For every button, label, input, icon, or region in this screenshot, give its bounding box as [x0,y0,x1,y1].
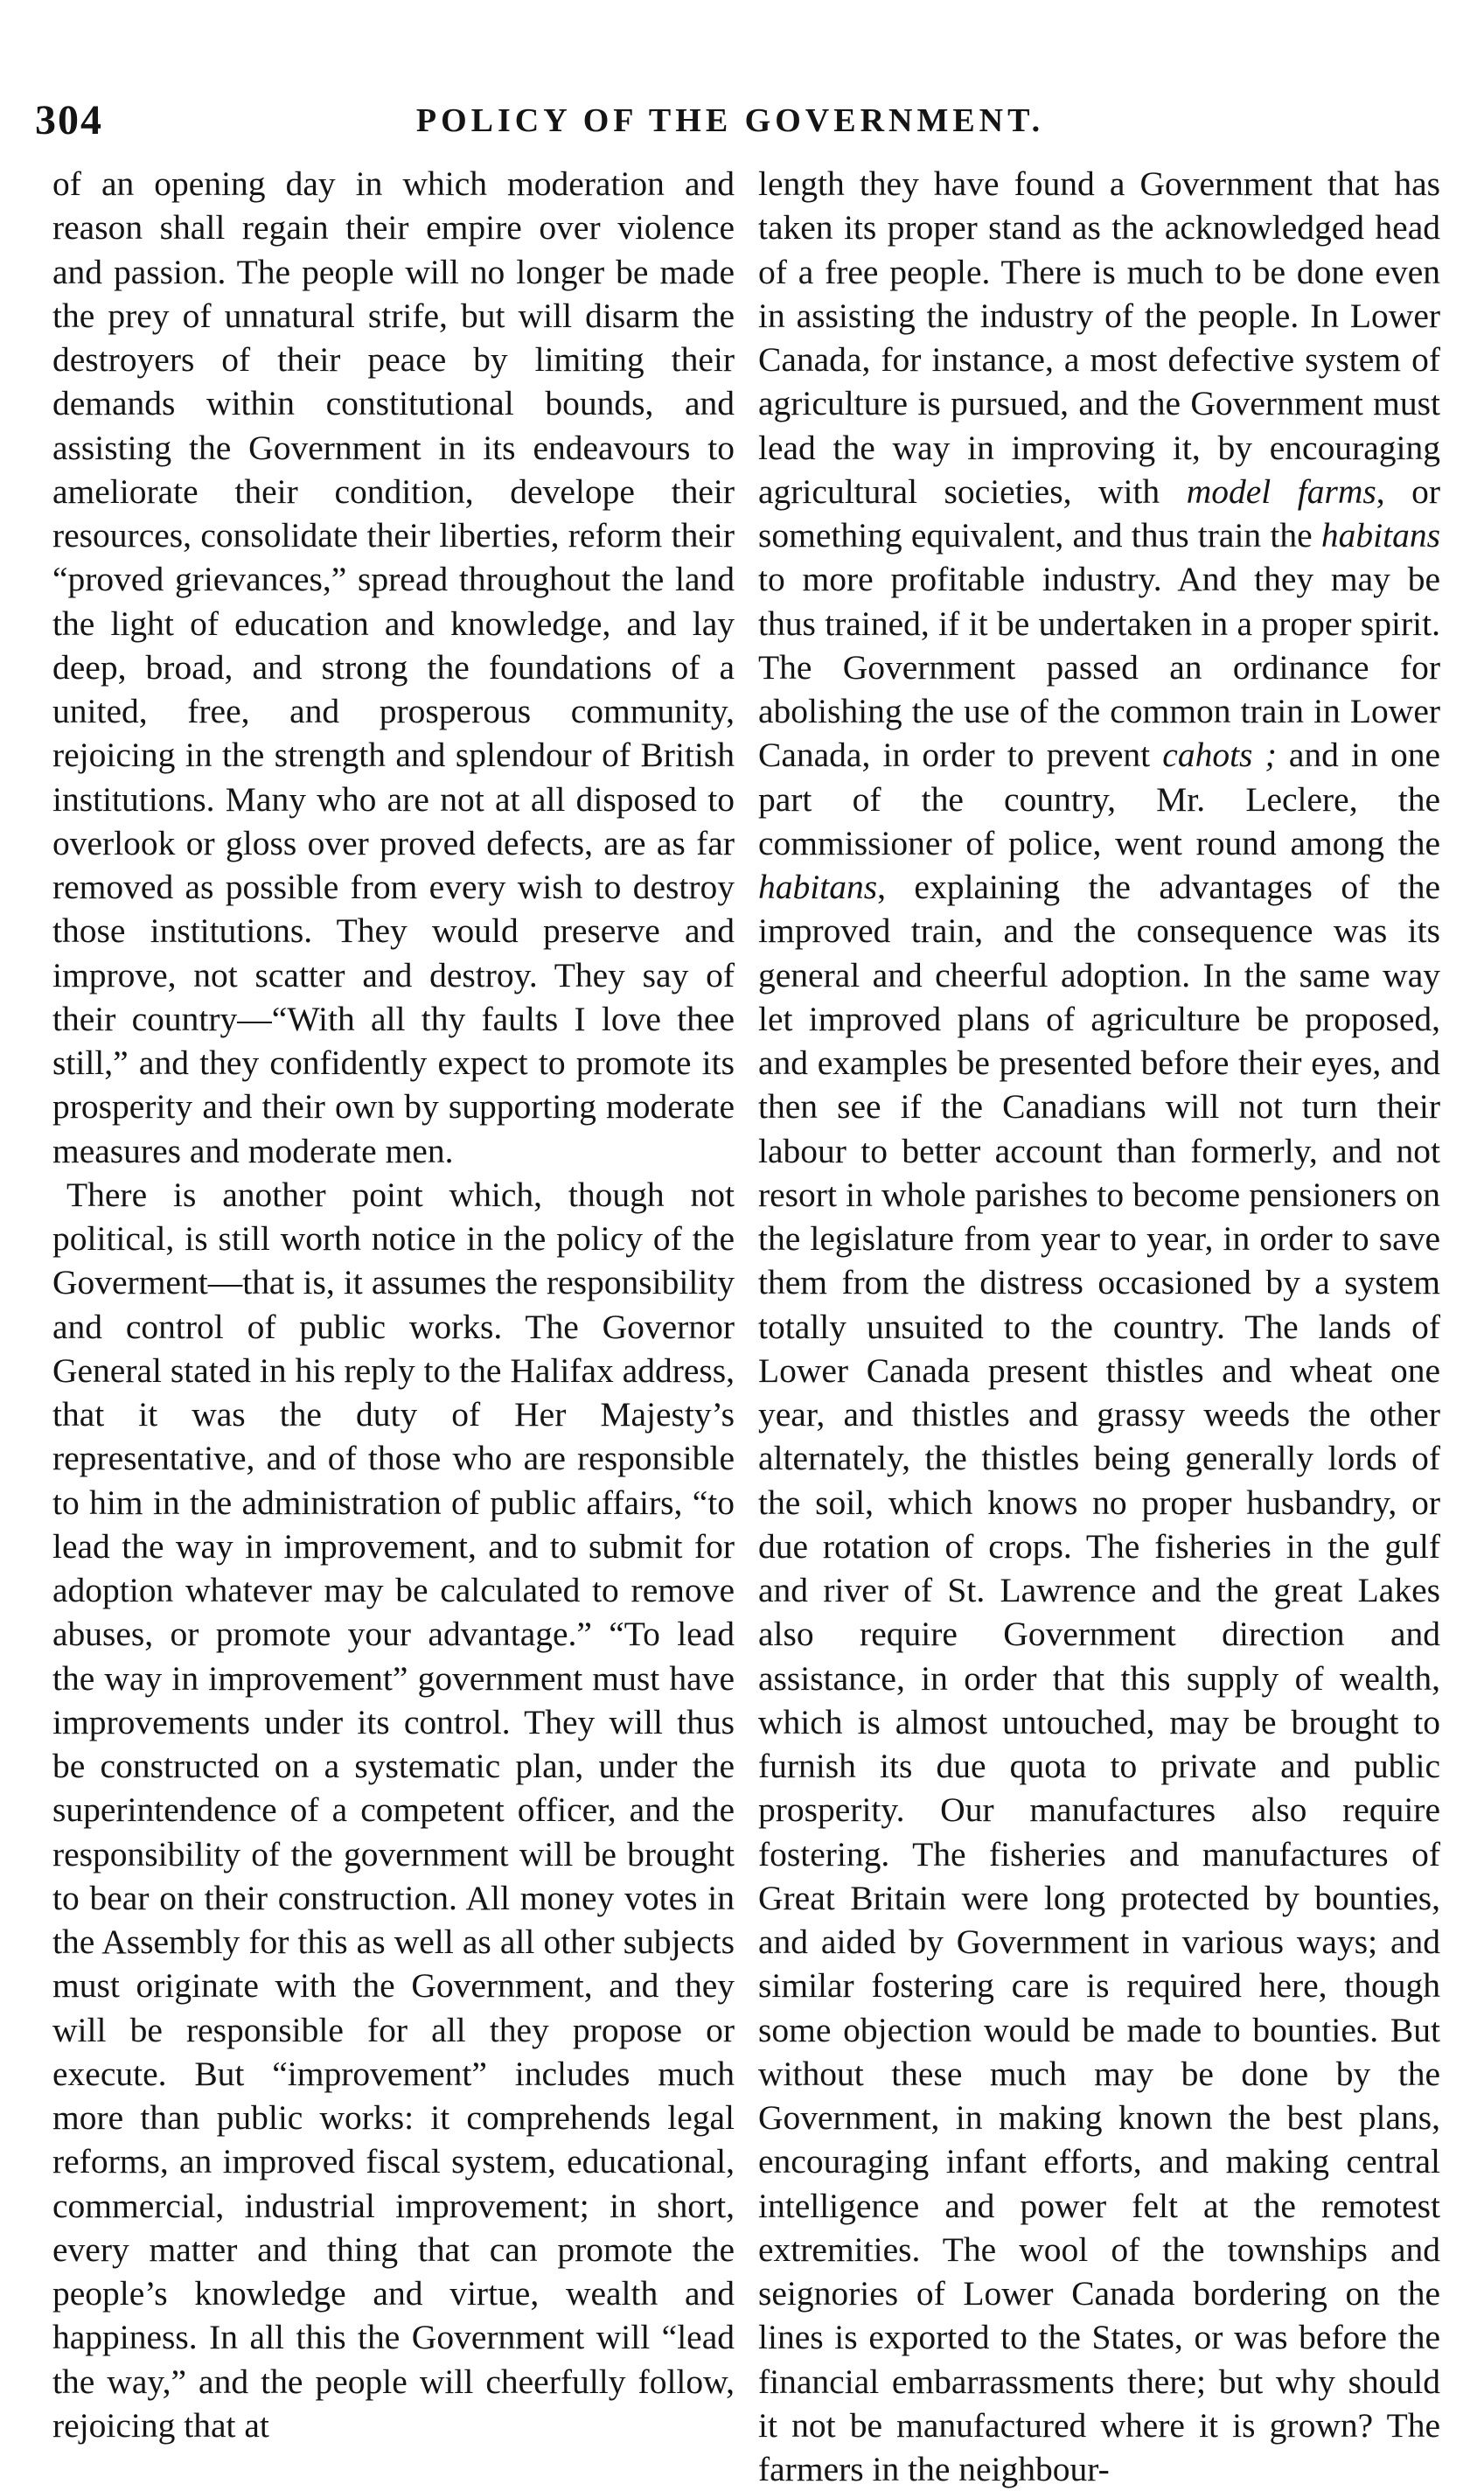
italic-phrase: model farms [1186,471,1376,511]
text-segment: length they have found a Government that has taken its proper stand as the acknowledged head of a free people. There is much to be done even in assisting the industry of the people. In Lower Canada, for instance, a most defective system of agriculture is pursued, and the Government must lead the way in improving it, by encouraging agricultural societies, with [758,164,1440,511]
running-header [35,96,1425,149]
italic-phrase: cahots ; [1162,736,1277,775]
italic-phrase: habitans [1320,516,1440,555]
text-segment: and in one part of the country, Mr. Leclere, the commissioner of police, went round among the [758,736,1440,862]
running-title: POLICY OF THE GOVERNMENT. [415,102,1045,139]
left-column [52,162,735,2447]
text-segment: , or something equivalent, and thus train the [758,471,1441,555]
text-segment: to more profitable industry. And they may be thus trained, if it be undertaken in a proper spirit. The Government passed an ordinance for abolishing the use of the common train in Lower Canada, in order to prevent [758,560,1440,775]
right-column [758,162,1440,2491]
right-paragraph-1 [758,162,1440,2491]
text-segment: , explaining the advantages of the improved train, and the consequence was its general and cheerful adoption. In the same way let improved plans of agriculture be proposed, and examples be presented before their eyes, and then see if the Canadians will not turn their labour to better account than formerly, and not resort in whole parishes to become pensioners on the legislature from year to year, in order to save them from the distress occasioned by a system totally unsuited to the country. The lands of Lower Canada present thistles and wheat one year, and thistles and grassy weeds the other alternately, the thistles being generally lords of the soil, which knows no proper husbandry, or due rotation of crops. The fisheries in the gulf and river of St. Lawrence and the great Lakes also require Government direction and assistance, in order that this supply of wealth, which is almost untouched, may be brought to furnish its due quota to private and public prosperity. Our manufactures also require fostering. The fisheries and manufactures of Great Britain were long protected by bounties, and aided by Government in various ways; and similar fostering care is required here, though some objection would be made to bounties. But without these much may be done by the Government, in making known the best plans, encouraging infant efforts, and making central intelligence and power felt at the remotest extremities. The wool of the townships and seignories of Lower Canada bordering on the lines is exported to the States, or was before the financial embarrassments there; but why should it not be manufactured where it is grown? The farmers in the neighbour- [758,868,1440,2488]
left-paragraph-1: of an opening day in which moderation and reason shall regain their empire over violence and passion. The people will no longer be made the prey of unnatural strife, but will disarm the destroyers of their peace by limiting their demands within constitutional bounds, and assisting the Government in its endeavours to ameliorate their condition, develope their resources, consolidate their liberties, reform their “proved grievances,” spread throughout the land the light of education and knowledge, and lay deep, broad, and strong the foundations of a united, free, and prosperous community, rejoicing in the strength and splendour of British institutions. Many who are not at all disposed to overlook or gloss over proved defects, are as far removed as possible from every wish to destroy those institutions. They would preserve and improve, not scatter and destroy. They say of their country—“With all thy faults I love thee still,” and they confidently expect to promote its prosperity and their own by supporting moderate measures and moderate men. [52,164,735,1170]
left-paragraph-2: There is another point which, though not political, is still worth notice in the policy of the Goverment—that is, it assumes the responsibility and control of public works. The Governor General stated in his reply to the Halifax address, that it was the duty of Her Majesty’s representative, and of those who are responsible to him in the administration of public affairs, “to lead the way in improvement, and to submit for adoption whatever may be calculated to remove abuses, or promote your advantage.” “To lead the way in improvement” government must have improvements under its control. They will thus be constructed on a systematic plan, under the superintendence of a competent officer, and the responsibility of the government will be brought to bear on their construction. All money votes in the Assembly for this as well as all other subjects must originate with the Government, and they will be responsible for all they propose or execute. But “improvement” includes much more than public works: it comprehends legal reforms, an improved fiscal system, educational, commercial, industrial improvement; in short, every matter and thing that can promote the people’s knowledge and virtue, wealth and happiness. In all this the Government will “lead the way,” and the people will cheerfully follow, rejoicing that at [52,1175,735,2445]
page-number: 304 [35,97,103,143]
italic-phrase: habitans [758,868,878,906]
